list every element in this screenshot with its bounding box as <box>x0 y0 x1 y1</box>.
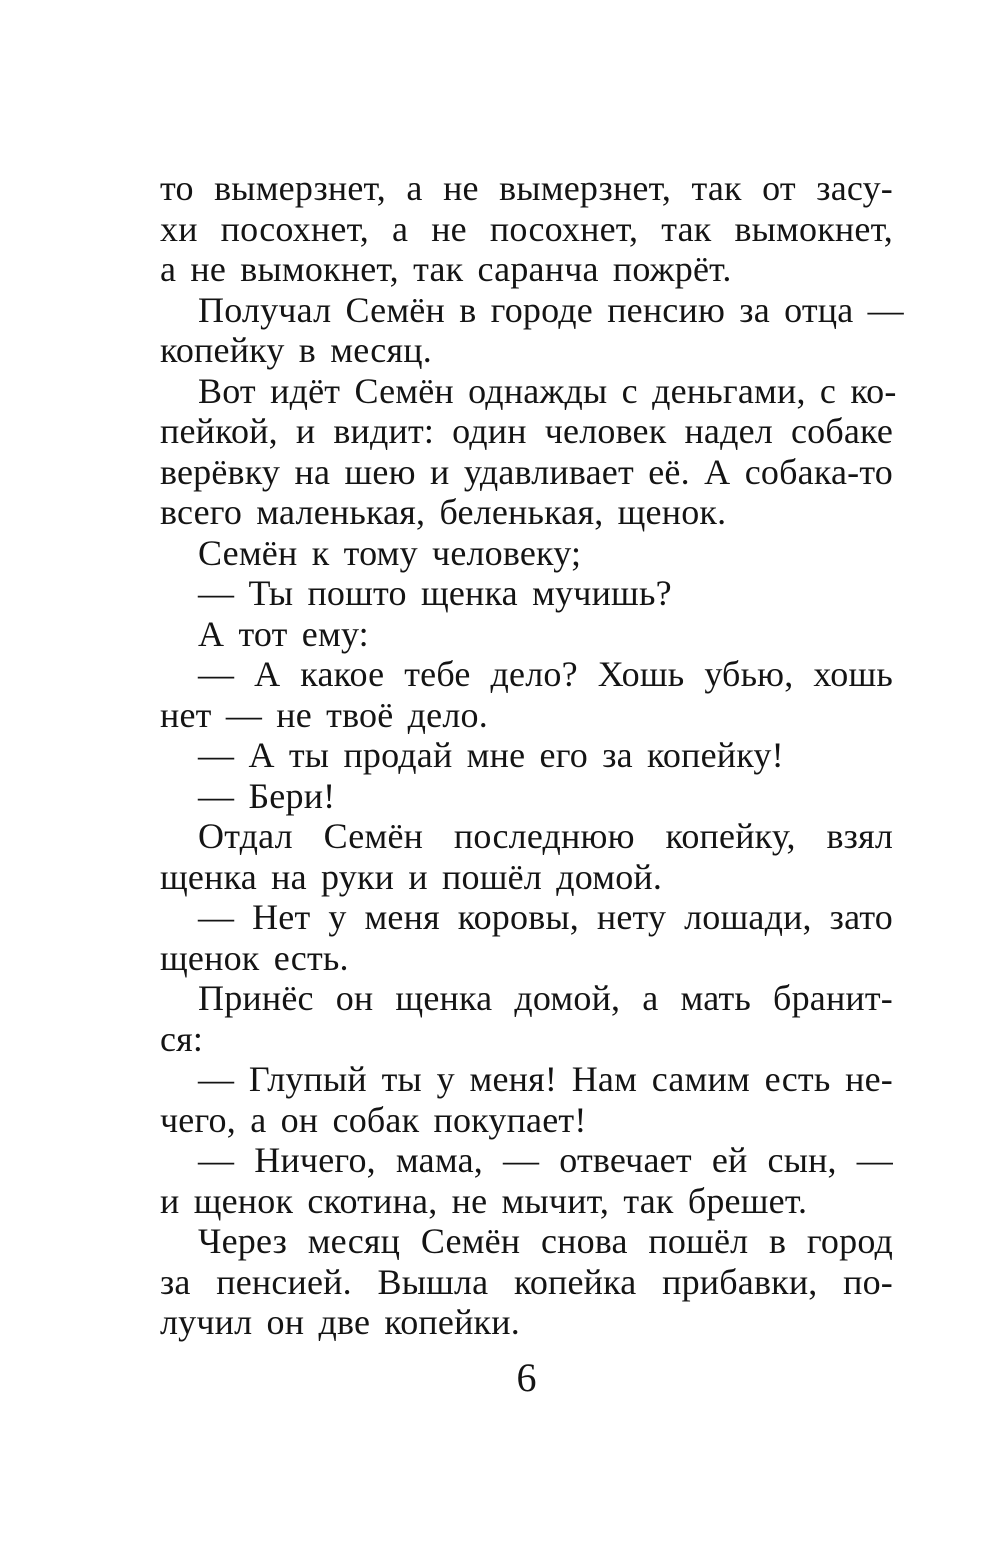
text-line: лучил он две копейки. <box>160 1302 520 1342</box>
text-line: чего, а он собак покупает! <box>160 1099 587 1140</box>
text-line: всего маленькая, беленькая, щенок. <box>160 492 727 532</box>
text-line: нет — не твоё дело. <box>160 694 488 735</box>
text-line: Отдал Семён последнюю копейку, взял <box>198 816 893 856</box>
text-line: Через месяц Семён снова пошёл в город <box>198 1221 893 1261</box>
text-line: а не вымокнет, так саранча пожрёт. <box>160 249 732 289</box>
page-number: 6 <box>516 1355 537 1400</box>
text-line: — Ничего, мама, — отвечает ей сын, — <box>198 1140 893 1180</box>
text-line: и щенок скотина, не мычит, так брешет. <box>160 1180 808 1221</box>
text-line: за пенсией. Вышла копейка прибавки, по- <box>160 1261 893 1302</box>
text-line: пейкой, и видит: один человек надел собаке <box>160 411 893 451</box>
text-line: Вот идёт Семён однажды с деньгами, с ко- <box>198 370 897 411</box>
text-line: — Глупый ты у меня! Нам самим есть не- <box>198 1059 893 1099</box>
text-line: верёвку на шею и удавливает её. А собака-то <box>160 451 893 492</box>
text-line: А тот ему: <box>198 613 369 654</box>
text-line: щенка на руки и пошёл домой. <box>160 856 663 897</box>
text-line: Принёс он щенка домой, а мать бранит- <box>198 978 893 1018</box>
text-line: то вымерзнет, а не вымерзнет, так от засу- <box>160 168 893 208</box>
text-line: — Нет у меня коровы, нету лошади, зато <box>198 897 893 937</box>
text-line: хи посохнет, а не посохнет, так вымокнет, <box>160 208 893 249</box>
text-line: ся: <box>160 1018 204 1059</box>
text-line: Получал Семён в городе пенсию за отца — <box>198 289 904 330</box>
text-line: копейку в месяц. <box>160 330 432 370</box>
text-line: — Бери! <box>198 775 336 816</box>
text-line: Семён к тому человеку; <box>198 532 582 573</box>
text-line: щенок есть. <box>160 937 349 978</box>
text-line: — Ты пошто щенка мучишь? <box>198 573 672 613</box>
text-line: — А ты продай мне его за копейку! <box>198 735 784 775</box>
story-text-block <box>160 168 904 1343</box>
text-line: — А какое тебе дело? Хошь убью, хошь <box>198 654 893 694</box>
